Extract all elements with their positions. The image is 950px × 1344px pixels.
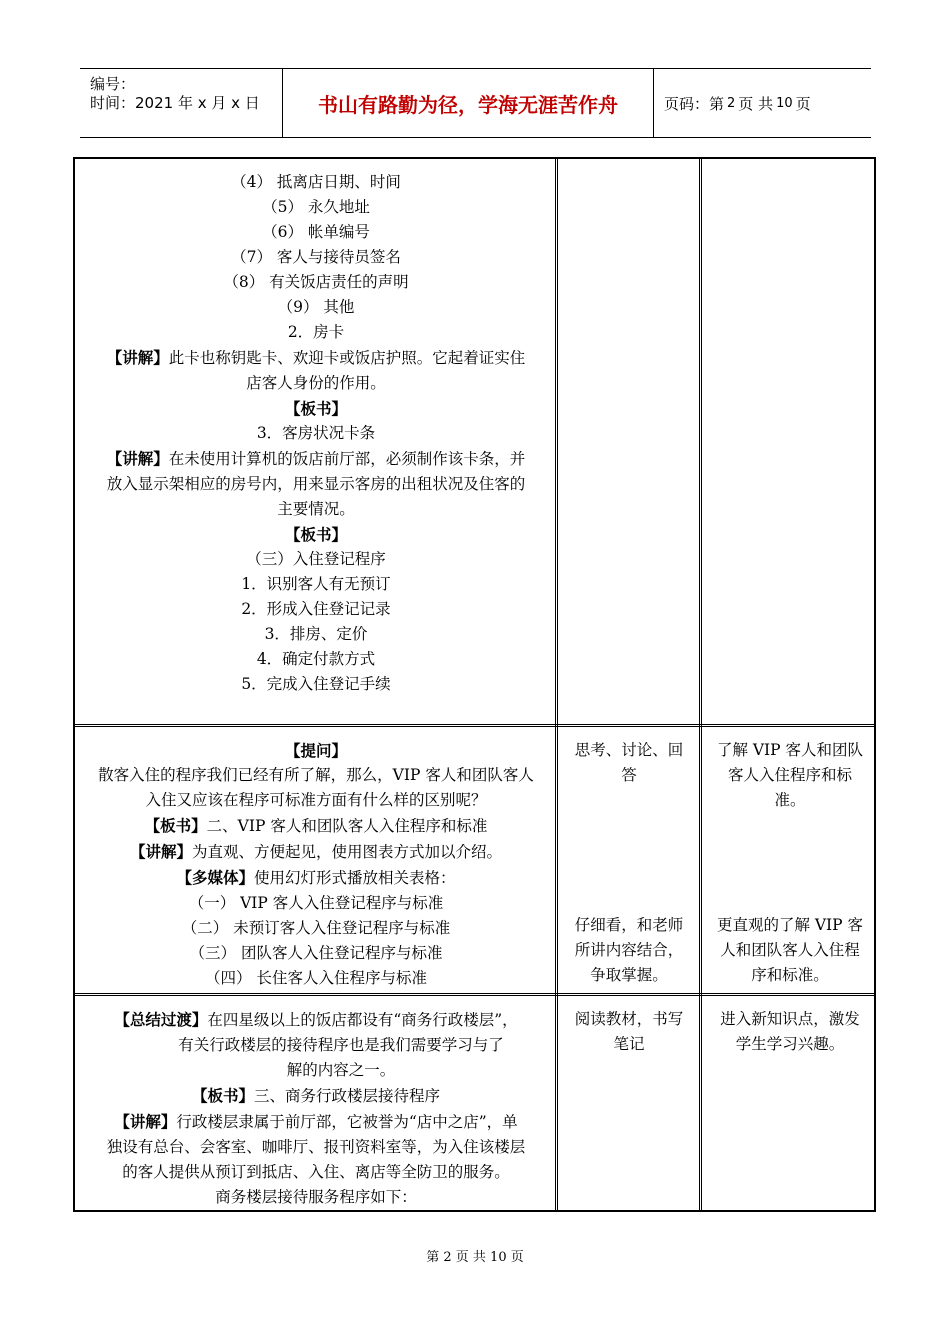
row2-intent-1 (705, 738, 875, 813)
header-motto: 书山有路勤为径，学海无涯苦作舟 (283, 69, 654, 137)
question-tag: 【提问】 (284, 741, 347, 760)
board-paragraph (79, 1083, 553, 1109)
summary-text-cont: 有关行政楼层的接待程序也是我们需要学习与了 (178, 1036, 504, 1054)
question-text: 散客入住的程序我们已经有所了解，那么，VIP 客人和团队客人 (98, 766, 534, 784)
board-tag: 【板书】 (144, 816, 207, 835)
explain-text-cont: 店客人身份的作用。 (246, 374, 386, 392)
explain-tag: 【讲解】 (114, 1112, 177, 1131)
explain-text-cont: 主要情况。 (277, 500, 355, 518)
intent-text: 进入新知识点，激发 (720, 1010, 860, 1028)
intent-text: 人和团队客人入住程 (720, 941, 860, 959)
list-item: （二） 未预订客人入住登记程序与标准 (181, 919, 451, 937)
row2-intent-2 (705, 913, 875, 988)
summary-tag: 【总结过渡】 (114, 1010, 208, 1029)
page-header (80, 68, 871, 138)
student-text: 阅读教材，书写 (574, 1010, 684, 1028)
page-footer: 第 2 页 共 10 页 (426, 1250, 524, 1265)
list-item: （6） 帐单编号 (262, 223, 370, 241)
row3-content (79, 1007, 553, 1210)
explain-text: 为直观、方便起见，使用图表方式加以介绍。 (192, 843, 503, 861)
page-label-b: 页 共 (738, 94, 774, 113)
column-divider-2 (699, 159, 702, 1210)
list-item: （9） 其他 (277, 298, 355, 316)
doc-time: 时间：2021 年 x 月 x 日 (90, 94, 260, 112)
header-page-info (654, 69, 871, 137)
list-item: 5．完成入住登记手续 (241, 675, 391, 693)
intent-text: 了解 VIP 客人和团队 (716, 741, 864, 759)
row2-content (79, 738, 553, 991)
doc-number-label: 编号： (90, 75, 136, 93)
explain-tag: 【讲解】 (106, 449, 169, 468)
list-item: （一） VIP 客人入住登记程序与标准 (188, 894, 444, 912)
question-text-cont: 入住又应该在程序可标准方面有什么样的区别呢？ (145, 791, 487, 809)
list-item: （8） 有关饭店责任的声明 (223, 273, 409, 291)
row-divider-2 (75, 993, 874, 996)
board-tag: 【板书】 (284, 525, 347, 544)
board-tag: 【板书】 (284, 399, 347, 418)
media-paragraph (79, 865, 553, 891)
media-tag: 【多媒体】 (176, 868, 254, 887)
lesson-table (73, 157, 876, 1212)
explain-paragraph-2 (79, 446, 553, 472)
intent-text: 学生学习兴趣。 (735, 1035, 845, 1053)
student-text: 仔细看，和老师 (574, 916, 684, 934)
list-item: （7） 客人与接待员签名 (231, 248, 401, 266)
student-text: 笔记 (613, 1035, 645, 1053)
student-text: 答 (621, 766, 637, 784)
summary-paragraph (79, 1007, 553, 1033)
explain-text: 此卡也称钥匙卡、欢迎卡或饭店护照。它起着证实住 (168, 349, 526, 367)
media-text: 使用幻灯形式播放相关表格： (254, 869, 456, 887)
explain-tag: 【讲解】 (129, 842, 192, 861)
student-text: 所讲内容结合， (574, 941, 684, 959)
explain-text: 在未使用计算机的饭店前厅部，必须制作该卡条，并 (168, 450, 526, 468)
board-text: 二、VIP 客人和团队客人入住程序和标准 (206, 817, 488, 835)
explain-tag: 【讲解】 (106, 348, 169, 367)
explain-paragraph (79, 1109, 553, 1135)
summary-text: 在四星级以上的饭店都设有“商务行政楼层”， (207, 1011, 518, 1029)
list-item: 4．确定付款方式 (256, 650, 376, 668)
student-text: 思考、讨论、回 (574, 741, 684, 759)
explain-paragraph (79, 839, 553, 865)
list-item: 2．形成入住登记记录 (241, 600, 391, 618)
page-label-c: 页 (795, 94, 811, 113)
board-paragraph (79, 813, 553, 839)
list-item: （5） 永久地址 (262, 198, 370, 216)
intent-text: 客人入住程序和标 (727, 766, 852, 784)
page-total: 10 (776, 95, 793, 111)
row2-student-activity-2 (561, 913, 697, 988)
list-item: 2．房卡 (287, 323, 345, 341)
row3-student-activity (561, 1007, 697, 1057)
explain-text-cont: 的客人提供从预订到抵店、入住、离店等全防卫的服务。 (122, 1163, 510, 1181)
list-item: 3．排房、定价 (264, 625, 368, 643)
header-meta (80, 69, 283, 137)
row3-intent (705, 1007, 875, 1057)
column-divider-1 (555, 159, 558, 1210)
explain-text-cont: 独设有总台、会客室、咖啡厅、报刊资料室等，为入住该楼层 (106, 1138, 526, 1156)
row2-student-activity-1 (561, 738, 697, 788)
summary-text-cont: 解的内容之一。 (286, 1061, 396, 1079)
list-item: （4） 抵离店日期、时间 (231, 173, 401, 191)
list-item: （三） 团队客人入住登记程序与标准 (189, 944, 443, 962)
intent-text: 准。 (774, 791, 806, 809)
intent-text: 序和标准。 (751, 966, 829, 984)
board-text: 三、商务行政楼层接待程序 (254, 1087, 441, 1105)
row1-content (79, 170, 553, 697)
list-item: （四） 长住客人入住程序与标准 (205, 969, 427, 987)
page-label-a: 页码：第 (664, 94, 725, 113)
intent-text: 更直观的了解 VIP 客 (716, 916, 864, 934)
list-item: 3．客房状况卡条 (256, 424, 376, 442)
explain-text: 行政楼层隶属于前厅部，它被誉为“店中之店”，单 (176, 1113, 518, 1131)
board-tag: 【板书】 (191, 1086, 254, 1105)
explain-text-cont: 放入显示架相应的房号内，用来显示客房的出租状况及住客的 (106, 475, 526, 493)
procedure-intro: 商务楼层接待服务程序如下： (215, 1188, 417, 1206)
list-item: 1．识别客人有无预订 (241, 575, 391, 593)
list-item: （三）入住登记程序 (246, 550, 386, 568)
explain-paragraph-1 (79, 345, 553, 371)
student-text: 争取掌握。 (590, 966, 668, 984)
page-number: 2 (727, 95, 736, 111)
row-divider-1 (75, 724, 874, 727)
